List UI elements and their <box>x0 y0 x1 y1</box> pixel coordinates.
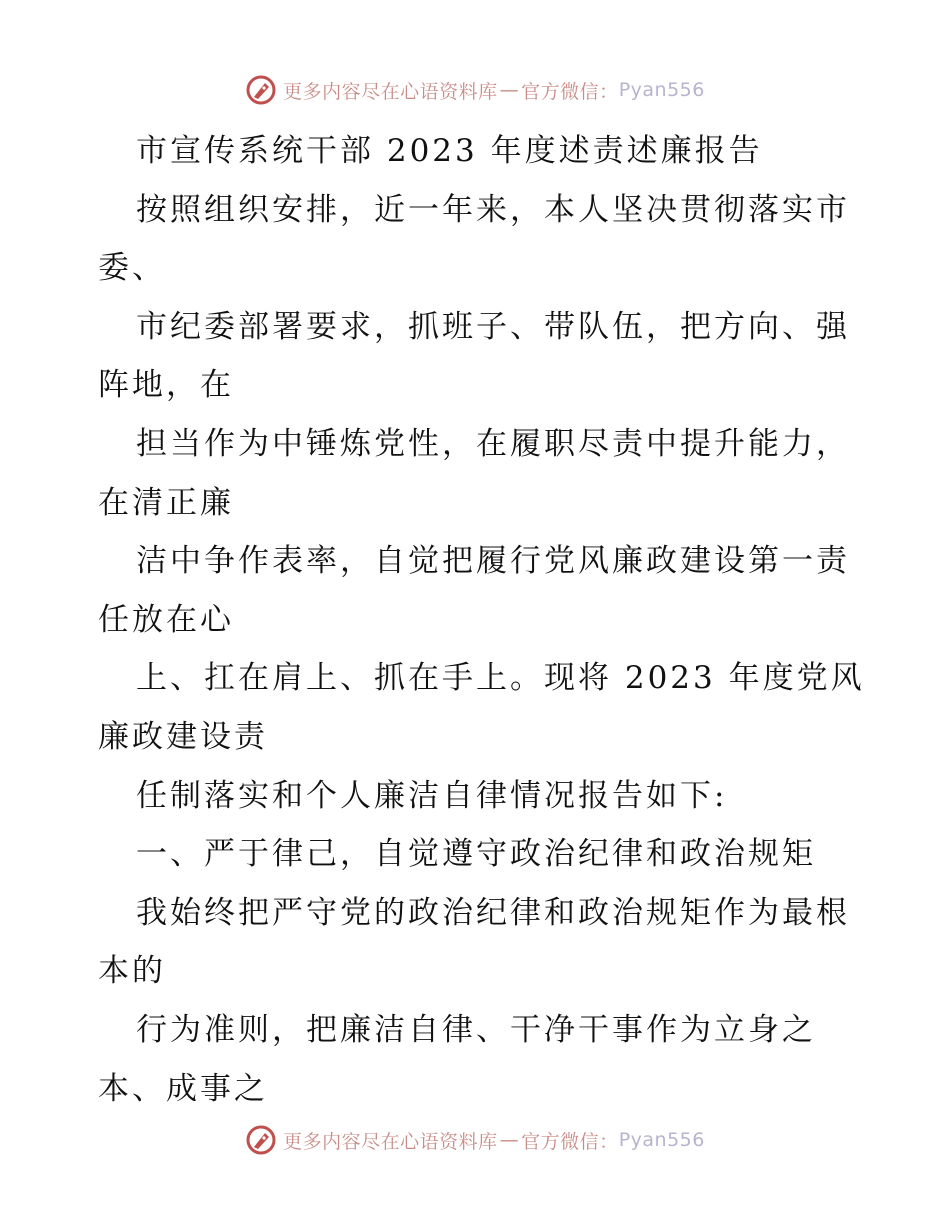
pen-nib-logo-icon <box>245 1124 277 1156</box>
paragraph-line: 担当作为中锤炼党性，在履职尽责中提升能力， <box>136 425 850 462</box>
watermark-text: 更多内容尽在心语资料库 <box>283 80 498 103</box>
paragraph-line: 市纪委部署要求，抓班子、带队伍，把方向、强 <box>136 308 850 345</box>
paragraph-line: 本、成事之 <box>98 1070 268 1107</box>
paragraph-line: 行为准则，把廉洁自律、干净干事作为立身之 <box>136 1011 816 1048</box>
watermark-separator: — <box>499 1129 520 1151</box>
pen-nib-logo-icon <box>245 74 277 106</box>
paragraph-line: 本的 <box>98 953 166 990</box>
paragraph-line: 任放在心 <box>98 601 234 638</box>
watermark-text: 更多内容尽在心语资料库 <box>283 1130 498 1153</box>
watermark-header <box>0 70 950 110</box>
paragraph-line: 在清正廉 <box>98 484 234 521</box>
watermark-wechat-label: 官方微信： <box>521 1130 619 1153</box>
paragraph-line: 委、 <box>98 250 166 287</box>
paragraph-line: 洁中争作表率，自觉把履行党风廉政建设第一责 <box>136 543 850 580</box>
paragraph-line: 阵地，在 <box>98 367 234 404</box>
watermark-wechat-id: Pyan556 <box>618 1129 705 1151</box>
watermark-separator: — <box>499 79 520 101</box>
document-body <box>98 122 865 1118</box>
watermark-wechat-id: Pyan556 <box>618 79 705 101</box>
paragraph-line: 我始终把严守党的政治纪律和政治规矩作为最根 <box>136 894 850 931</box>
paragraph-line: 上、扛在肩上、抓在手上。现将 2023 年度党风 <box>136 660 865 697</box>
paragraph-line: 任制落实和个人廉洁自律情况报告如下: <box>136 777 728 814</box>
paragraph-line: 按照组织安排，近一年来，本人坚决贯彻落实市 <box>136 191 850 228</box>
document-title: 市宣传系统干部 2023 年度述责述廉报告 <box>136 133 763 169</box>
paragraph-line: 廉政建设责 <box>98 718 268 755</box>
section-heading: 一、严于律己，自觉遵守政治纪律和政治规矩 <box>136 836 816 873</box>
watermark-wechat-label: 官方微信： <box>521 80 619 103</box>
watermark-footer <box>0 1120 950 1160</box>
